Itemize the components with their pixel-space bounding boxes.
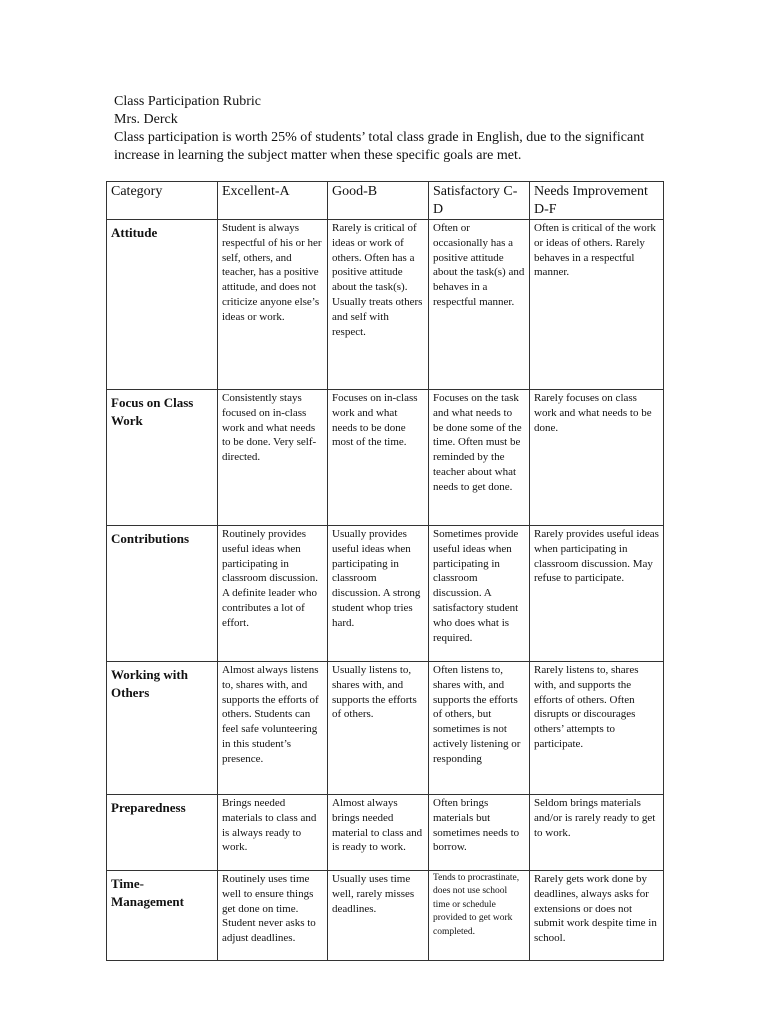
table-row [107,871,664,961]
needs-improvement-cell: Rarely gets work done by deadlines, always asks for extensions or does not submit work despite time in school. [530,871,664,961]
satisfactory-cell: Often or occasionally has a positive attitude about the task(s) and behaves in a respectful manner. [429,220,530,390]
excellent-cell: Routinely uses time well to ensure things get done on time. Student never asks to adjust deadlines. [218,871,328,961]
satisfactory-cell: Often brings materials but sometimes needs to borrow. [429,795,530,871]
needs-improvement-cell: Rarely listens to, shares with, and supports the efforts of others. Often disrupts or discourages others’ attempts to participate. [530,662,664,795]
needs-improvement-cell: Rarely focuses on class work and what needs to be done. [530,390,664,526]
intro-paragraph: Class participation is worth 25% of students’ total class grade in English, due to the significant increase in learning the subject matter when these specific goals are met. [114,130,645,163]
column-header-category: Category [107,182,218,220]
column-header-excellent: Excellent-A [218,182,328,220]
category-cell: Contributions [107,526,218,662]
excellent-cell: Routinely provides useful ideas when participating in classroom discussion. A definite leader who contributes a lot of effort. [218,526,328,662]
needs-improvement-cell: Seldom brings materials and/or is rarely ready to get to work. [530,795,664,871]
category-cell: Working with Others [107,662,218,795]
column-header-good: Good-B [328,182,429,220]
satisfactory-cell: Often listens to, shares with, and supports the efforts of others, but sometimes is not actively listening or responding [429,662,530,795]
satisfactory-cell: Tends to procrastinate, does not use school time or schedule provided to get work completed. [429,871,530,961]
column-header-needs-improvement: Needs Improvement D-F [530,182,664,220]
category-cell: Time-Management [107,871,218,961]
good-cell: Focuses on in-class work and what needs to be done most of the time. [328,390,429,526]
document-header [114,93,674,165]
excellent-cell: Consistently stays focused on in-class work and what needs to be done. Very self-directed. [218,390,328,526]
rubric-table [106,181,664,961]
category-cell: Preparedness [107,795,218,871]
excellent-cell: Almost always listens to, shares with, and supports the efforts of others. Students can feel safe volunteering in this student’s presence. [218,662,328,795]
table-row [107,390,664,526]
table-header-row [107,182,664,220]
column-header-satisfactory: Satisfactory C-D [429,182,530,220]
good-cell: Almost always brings needed material to class and is ready to work. [328,795,429,871]
table-row [107,220,664,390]
table-row [107,795,664,871]
good-cell: Usually uses time well, rarely misses deadlines. [328,871,429,961]
category-cell: Attitude [107,220,218,390]
needs-improvement-cell: Often is critical of the work or ideas of others. Rarely behaves in a respectful manner. [530,220,664,390]
excellent-cell: Student is always respectful of his or her self, others, and teacher, has a positive attitude, and does not criticize anyone else’s ideas or work. [218,220,328,390]
good-cell: Usually provides useful ideas when participating in classroom discussion. A strong student whop tries hard. [328,526,429,662]
category-cell: Focus on Class Work [107,390,218,526]
table-row [107,662,664,795]
teacher-name: Mrs. Derck [114,112,178,127]
good-cell: Usually listens to, shares with, and supports the efforts of others. [328,662,429,795]
satisfactory-cell: Focuses on the task and what needs to be done some of the time. Often must be reminded by the teacher about what needs to get done. [429,390,530,526]
good-cell: Rarely is critical of ideas or work of others. Often has a positive attitude about the task(s). Usually treats others and self with respect. [328,220,429,390]
document-title: Class Participation Rubric [114,94,261,109]
satisfactory-cell: Sometimes provide useful ideas when participating in classroom discussion. A satisfactory student who does what is required. [429,526,530,662]
table-row [107,526,664,662]
needs-improvement-cell: Rarely provides useful ideas when participating in classroom discussion. May refuse to participate. [530,526,664,662]
excellent-cell: Brings needed materials to class and is always ready to work. [218,795,328,871]
